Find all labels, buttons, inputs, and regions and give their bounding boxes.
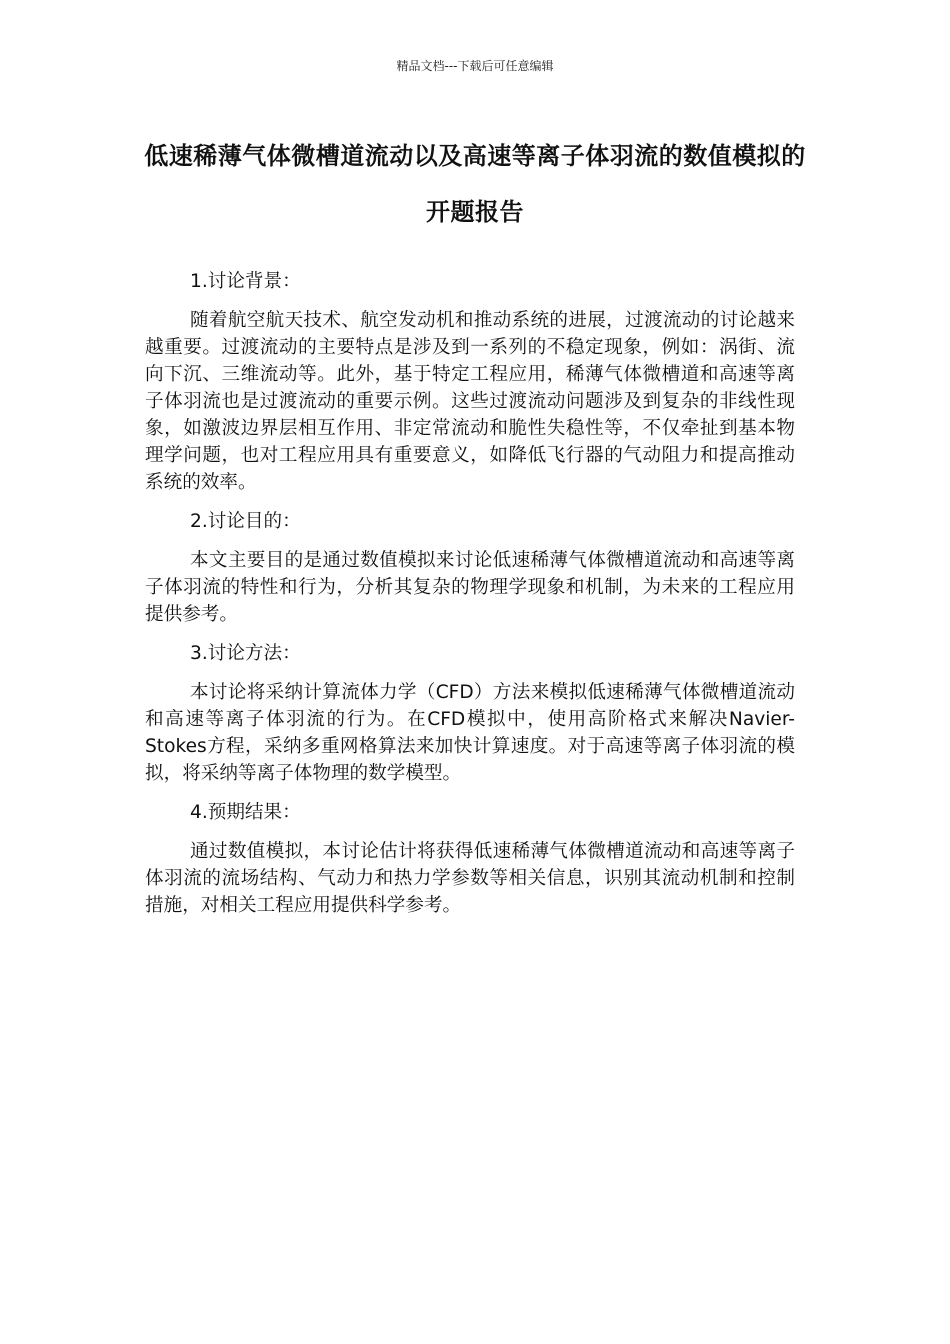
section-body-expected-results: 通过数值模拟，本讨论估计将获得低速稀薄气体微槽道流动和高速等离子体羽流的流场结构、气动力和热力学参数等相关信息，识别其流动机制和控制措施，对相关工程应用提供科学参考。	[145, 841, 795, 916]
document-title: 低速稀薄气体微槽道流动以及高速等离子体羽流的数值模拟的开题报告	[144, 142, 806, 226]
section-body-method: 本讨论将采纳计算流体力学（CFD）方法来模拟低速稀薄气体微槽道流动和高速等离子体羽流的行为。在CFD模拟中，使用高阶格式来解决Navier-Stokes方程，采纳多重网格算法来加快计算速度。对于高速等离子体羽流的模拟，将采纳等离子体物理的数学模型。	[145, 682, 795, 784]
section-heading-method: 3.讨论方法：	[190, 643, 301, 664]
section-heading-expected-results: 4.预期结果：	[190, 802, 301, 823]
section-body-purpose: 本文主要目的是通过数值模拟来讨论低速稀薄气体微槽道流动和高速等离子体羽流的特性和行为，分析其复杂的物理学现象和机制，为未来的工程应用提供参考。	[145, 550, 795, 625]
header-note: 精品文档---下载后可任意编辑	[396, 59, 554, 73]
document-body	[145, 268, 795, 931]
section-heading-purpose: 2.讨论目的：	[190, 511, 301, 532]
section-heading-background: 1.讨论背景：	[190, 271, 301, 292]
section-body-background: 随着航空航天技术、航空发动机和推动系统的进展，过渡流动的讨论越来越重要。过渡流动的主要特点是涉及到一系列的不稳定现象，例如：涡街、流向下沉、三维流动等。此外，基于特定工程应用，稀薄气体微槽道和高速等离子体羽流也是过渡流动的重要示例。这些过渡流动问题涉及到复杂的非线性现象，如激波边界层相互作用、非定常流动和脆性失稳性等，不仅牵扯到基本物理学问题，也对工程应用具有重要意义，如降低飞行器的气动阻力和提高推动系统的效率。	[145, 310, 795, 493]
